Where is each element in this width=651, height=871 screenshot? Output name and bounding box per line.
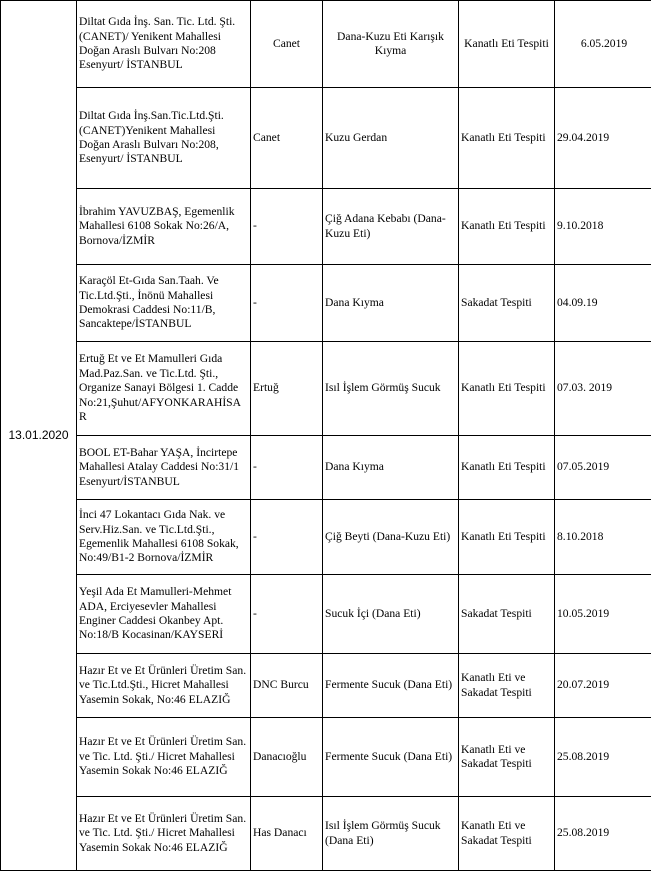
finding-cell: Kanatlı Eti ve Sakadat Tespiti <box>459 718 555 797</box>
finding-cell: Sakadat Tespiti <box>459 265 555 342</box>
firm-cell: Hazır Et ve Et Ürünleri Üretim San. ve Tic. Ltd. Şti./ Hicret Mahallesi Yasemin Sokak No:46 ELAZIĞ <box>77 797 251 871</box>
product-cell: Dana Kıyma <box>323 265 459 342</box>
firm-cell: Diltat Gıda İnş. San. Tic. Ltd. Şti. (CANET)/ Yenikent Mahallesi Doğan Araslı Bulvarı No:208 Esenyurt/ İSTANBUL <box>77 1 251 88</box>
date-cell: 9.10.2018 <box>555 189 651 265</box>
date-cell: 8.10.2018 <box>555 500 651 575</box>
brand-cell: - <box>251 436 323 500</box>
finding-cell: Sakadat Tespiti <box>459 575 555 654</box>
table-row <box>1 436 651 500</box>
date-cell: 29.04.2019 <box>555 88 651 189</box>
product-cell: Dana-Kuzu Eti Karışık Kıyma <box>323 1 459 88</box>
table-row <box>1 342 651 436</box>
firm-cell: İnci 47 Lokantacı Gıda Nak. ve Serv.Hiz.San. ve Tic.Ltd.Şti., Egemenlik Mahallesi 6108 Sokak, No:49/B1-2 Bornova/İZMİR <box>77 500 251 575</box>
finding-cell: Kanatlı Eti ve Sakadat Tespiti <box>459 797 555 871</box>
table-row <box>1 500 651 575</box>
product-cell: Isıl İşlem Görmüş Sucuk (Dana Eti) <box>323 797 459 871</box>
table-row <box>1 1 651 88</box>
firm-cell: Karaçöl Et-Gıda San.Taah. Ve Tic.Ltd.Şti., İnönü Mahallesi Demokrasi Caddesi No:11/B, Sancaktepe/İSTANBUL <box>77 265 251 342</box>
brand-cell: Canet <box>251 88 323 189</box>
finding-cell: Kanatlı Eti Tespiti <box>459 500 555 575</box>
finding-cell: Kanatlı Eti Tespiti <box>459 342 555 436</box>
table-row <box>1 654 651 718</box>
date-cell: 25.08.2019 <box>555 718 651 797</box>
finding-cell: Kanatlı Eti ve Sakadat Tespiti <box>459 654 555 718</box>
date-cell: 04.09.19 <box>555 265 651 342</box>
firm-cell: Hazır Et ve Et Ürünleri Üretim San. ve Tic. Ltd. Şti./ Hicret Mahallesi Yasemin Sokak No:46 ELAZIĞ <box>77 718 251 797</box>
firm-cell: BOOL ET-Bahar YAŞA, İncirtepe Mahallesi Atalay Caddesi No:31/1 Esenyurt/İSTANBUL <box>77 436 251 500</box>
brand-cell: Danacıoğlu <box>251 718 323 797</box>
firm-cell: Yeşil Ada Et Mamulleri-Mehmet ADA, Erciyesevler Mahallesi Enginer Caddesi Okanbey Apt. No:18/B Kocasinan/KAYSERİ <box>77 575 251 654</box>
product-cell: Kuzu Gerdan <box>323 88 459 189</box>
date-cell: 07.03. 2019 <box>555 342 651 436</box>
brand-cell: - <box>251 265 323 342</box>
finding-cell: Kanatlı Eti Tespiti <box>459 1 555 88</box>
table-row <box>1 265 651 342</box>
table-row <box>1 797 651 871</box>
brand-cell: Canet <box>251 1 323 88</box>
brand-cell: DNC Burcu <box>251 654 323 718</box>
finding-cell: Kanatlı Eti Tespiti <box>459 189 555 265</box>
date-cell: 07.05.2019 <box>555 436 651 500</box>
product-cell: Çiğ Beyti (Dana-Kuzu Eti) <box>323 500 459 575</box>
date-cell: 10.05.2019 <box>555 575 651 654</box>
product-cell: Fermente Sucuk (Dana Eti) <box>323 654 459 718</box>
product-cell: Dana Kıyma <box>323 436 459 500</box>
brand-cell: Ertuğ <box>251 342 323 436</box>
brand-cell: - <box>251 500 323 575</box>
brand-cell: Has Danacı <box>251 797 323 871</box>
table-row <box>1 718 651 797</box>
firm-cell: Ertuğ Et ve Et Mamulleri Gıda Mad.Paz.San. ve Tic.Ltd. Şti., Organize Sanayi Bölgesi 1. Cadde No:21,Şuhut/AFYONKARAHİSAR <box>77 342 251 436</box>
date-cell: 20.07.2019 <box>555 654 651 718</box>
date-cell: 25.08.2019 <box>555 797 651 871</box>
finding-cell: Kanatlı Eti Tespiti <box>459 436 555 500</box>
finding-cell: Kanatlı Eti Tespiti <box>459 88 555 189</box>
date-cell: 6.05.2019 <box>555 1 651 88</box>
table-row <box>1 575 651 654</box>
product-cell: Fermente Sucuk (Dana Eti) <box>323 718 459 797</box>
brand-cell: - <box>251 189 323 265</box>
announcement-date: 13.01.2020 <box>1 1 77 871</box>
firm-cell: Diltat Gıda İnş.San.Tic.Ltd.Şti. (CANET)Yenikent Mahallesi Doğan Araslı Bulvarı No:208, Esenyurt/ İSTANBUL <box>77 88 251 189</box>
product-cell: Sucuk İçi (Dana Eti) <box>323 575 459 654</box>
brand-cell: - <box>251 575 323 654</box>
firm-cell: Hazır Et ve Et Ürünleri Üretim San. ve Tic.Ltd.Şti., Hicret Mahallesi Yasemin Sokak, No:46 ELAZIĞ <box>77 654 251 718</box>
product-cell: Çiğ Adana Kebabı (Dana-Kuzu Eti) <box>323 189 459 265</box>
firm-cell: İbrahim YAVUZBAŞ, Egemenlik Mahallesi 6108 Sokak No:26/A, Bornova/İZMİR <box>77 189 251 265</box>
table-row <box>1 88 651 189</box>
product-cell: Isıl İşlem Görmüş Sucuk <box>323 342 459 436</box>
table-row <box>1 189 651 265</box>
